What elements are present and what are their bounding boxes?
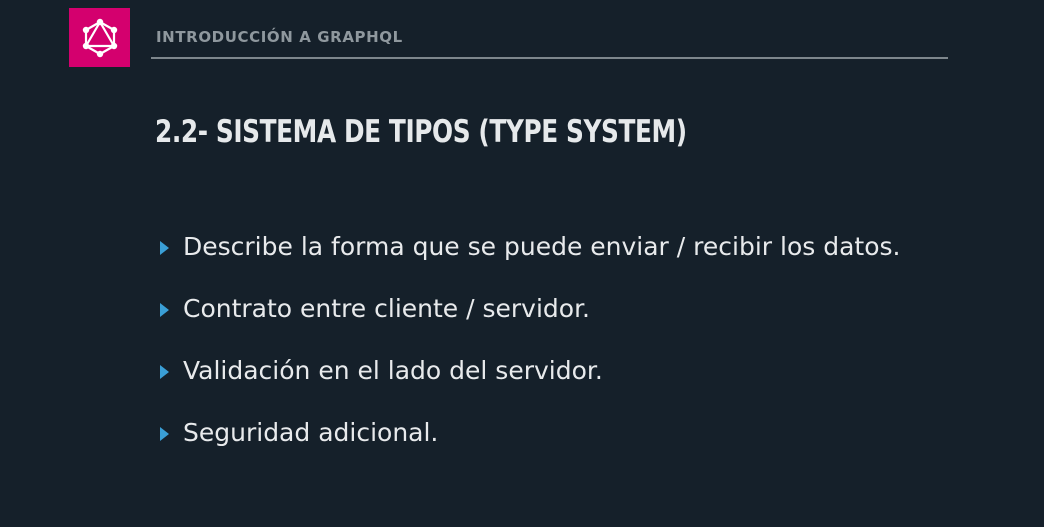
bullet-item (157, 288, 917, 330)
bullet-arrow-icon (160, 427, 169, 441)
bullet-list (157, 226, 917, 454)
slide-title: 2.2- SISTEMA DE TIPOS (TYPE SYSTEM) (155, 114, 687, 150)
bullet-text: Validación en el lado del servidor. (183, 356, 603, 385)
bullet-arrow-icon (160, 365, 169, 379)
graphql-logo (69, 8, 130, 67)
bullet-text: Seguridad adicional. (183, 418, 439, 447)
bullet-text: Describe la forma que se puede enviar / recibir los datos. (183, 232, 901, 261)
header-divider (151, 57, 948, 59)
header-title: INTRODUCCIÓN A GRAPHQL (156, 28, 403, 46)
graphql-icon (80, 18, 120, 58)
bullet-text: Contrato entre cliente / servidor. (183, 294, 591, 323)
bullet-arrow-icon (160, 241, 169, 255)
bullet-arrow-icon (160, 303, 169, 317)
bullet-item (157, 350, 917, 392)
bullet-item (157, 412, 917, 454)
bullet-item (157, 226, 917, 268)
